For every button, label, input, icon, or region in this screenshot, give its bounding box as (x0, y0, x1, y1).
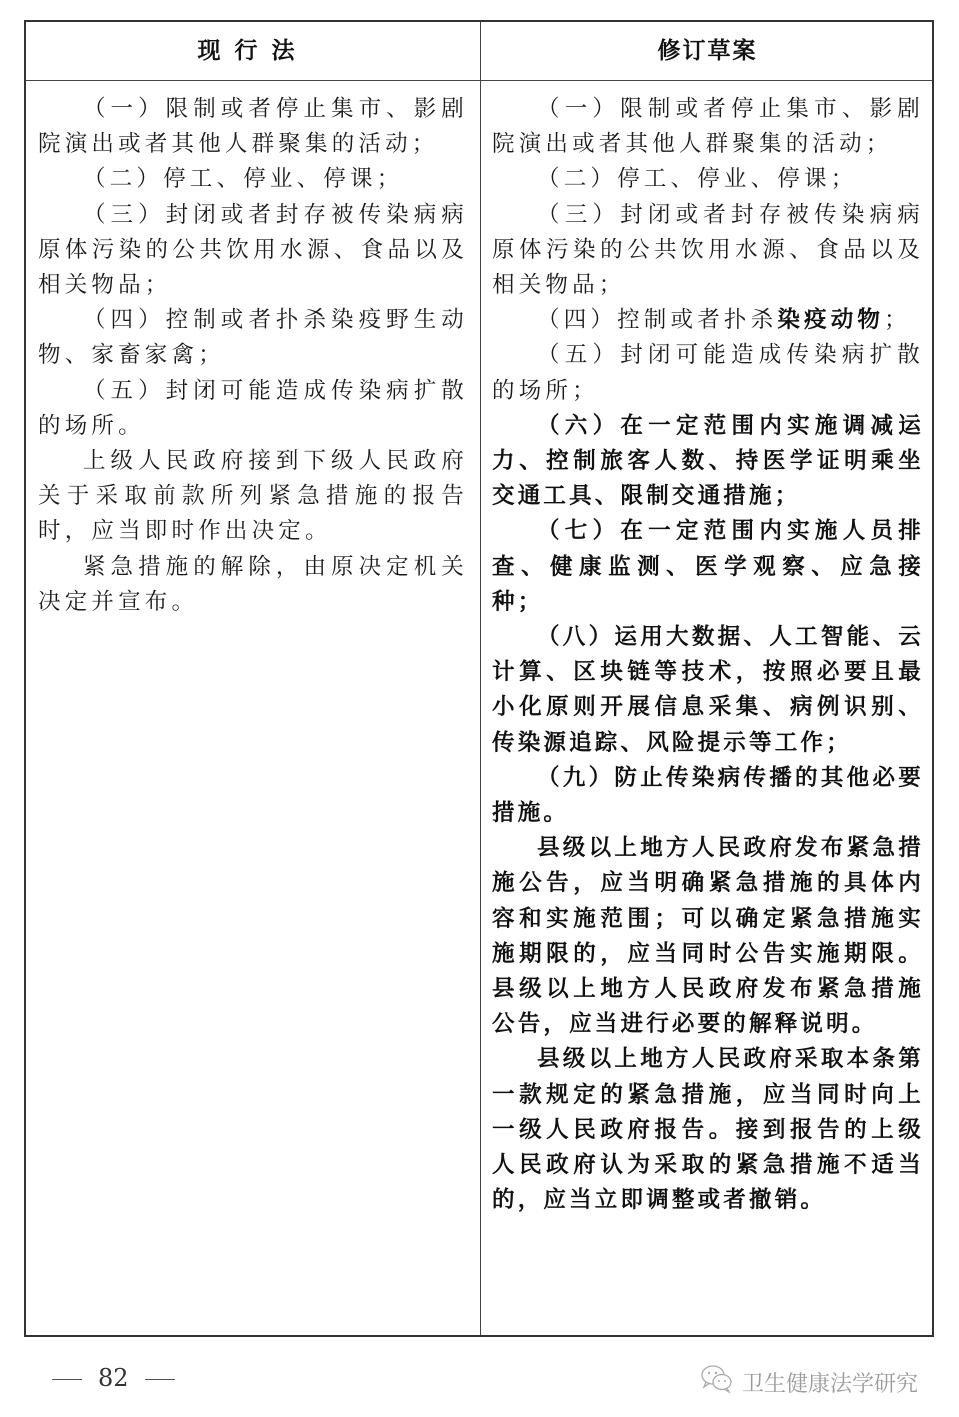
current-law-paragraph: （五）封闭可能造成传染病扩散的场所。 (38, 377, 468, 439)
revised-paragraph-4 (492, 303, 924, 338)
current-law-column (38, 92, 468, 620)
page-number (36, 1364, 191, 1392)
page-number-text: 82 (98, 1364, 129, 1392)
current-law-paragraph: （四）控制或者扑杀染疫野生动物、家畜家禽； (38, 307, 468, 369)
dash-left (52, 1379, 82, 1380)
current-law-paragraph: （一）限制或者停止集市、影剧院演出或者其他人群聚集的活动； (38, 96, 468, 158)
current-law-paragraph: （二）停工、停业、停课； (83, 166, 404, 193)
revised-paragraph: （五）封闭可能造成传染病扩散的场所； (492, 342, 924, 404)
wechat-icon (700, 1364, 734, 1400)
header-divider (26, 80, 932, 81)
column-divider (480, 22, 481, 1335)
revised-paragraph-new: （七）在一定范围内实施人员排查、健康监测、医学观察、应急接种； (492, 518, 924, 615)
revised-paragraph: （二）停工、停业、停课； (537, 166, 858, 193)
revised-paragraph-new: （八）运用大数据、人工智能、云计算、区块链等技术，按照必要且最小化原则开展信息采集、病例识别、传染源追踪、风险提示等工作； (492, 624, 924, 756)
revised-text: ； (884, 307, 911, 334)
revised-paragraph-new: （六）在一定范围内实施调减运力、控制旅客人数、持医学证明乘坐交通工具、限制交通措施； (492, 412, 924, 510)
current-law-paragraph: （三）封闭或者封存被传染病病原体污染的公共饮用水源、食品以及相关物品； (38, 201, 468, 299)
revised-text-amended: 染疫动物 (777, 307, 885, 334)
revised-paragraph-new: （九）防止传染病传播的其他必要措施。 (492, 764, 924, 827)
revised-draft-column (492, 92, 924, 1219)
revised-paragraph: （一）限制或者停止集市、影剧院演出或者其他人群聚集的活动； (492, 96, 924, 158)
revised-text: （四）控制或者扑杀 (537, 307, 778, 334)
current-law-paragraph: 紧急措施的解除，由原决定机关决定并宣布。 (38, 553, 468, 615)
current-law-paragraph: 上级人民政府接到下级人民政府关于采取前款所列紧急措施的报告时，应当即时作出决定。 (38, 448, 468, 545)
revised-paragraph-new: 县级以上地方人民政府发布紧急措施公告，应当明确紧急措施的具体内容和实施范围；可以确定紧急措施实施期限的，应当同时公告实施期限。县级以上地方人民政府发布紧急措施公告，应当进行必要的解释说明。 (492, 835, 924, 1038)
revised-paragraph-new: 县级以上地方人民政府采取本条第一款规定的紧急措施，应当同时向上一级人民政府报告。接到报告的上级人民政府认为采取的紧急措施不适当的，应当立即调整或者撤销。 (492, 1046, 924, 1214)
watermark (700, 1364, 918, 1400)
comparison-table (24, 20, 934, 1337)
revised-paragraph: （三）封闭或者封存被传染病病原体污染的公共饮用水源、食品以及相关物品； (492, 201, 924, 299)
watermark-text: 卫生健康法学研究 (742, 1371, 919, 1397)
dash-right (145, 1379, 175, 1380)
header-revised-draft: 修订草案 (657, 38, 758, 64)
header-current-law: 现行法 (197, 38, 309, 64)
